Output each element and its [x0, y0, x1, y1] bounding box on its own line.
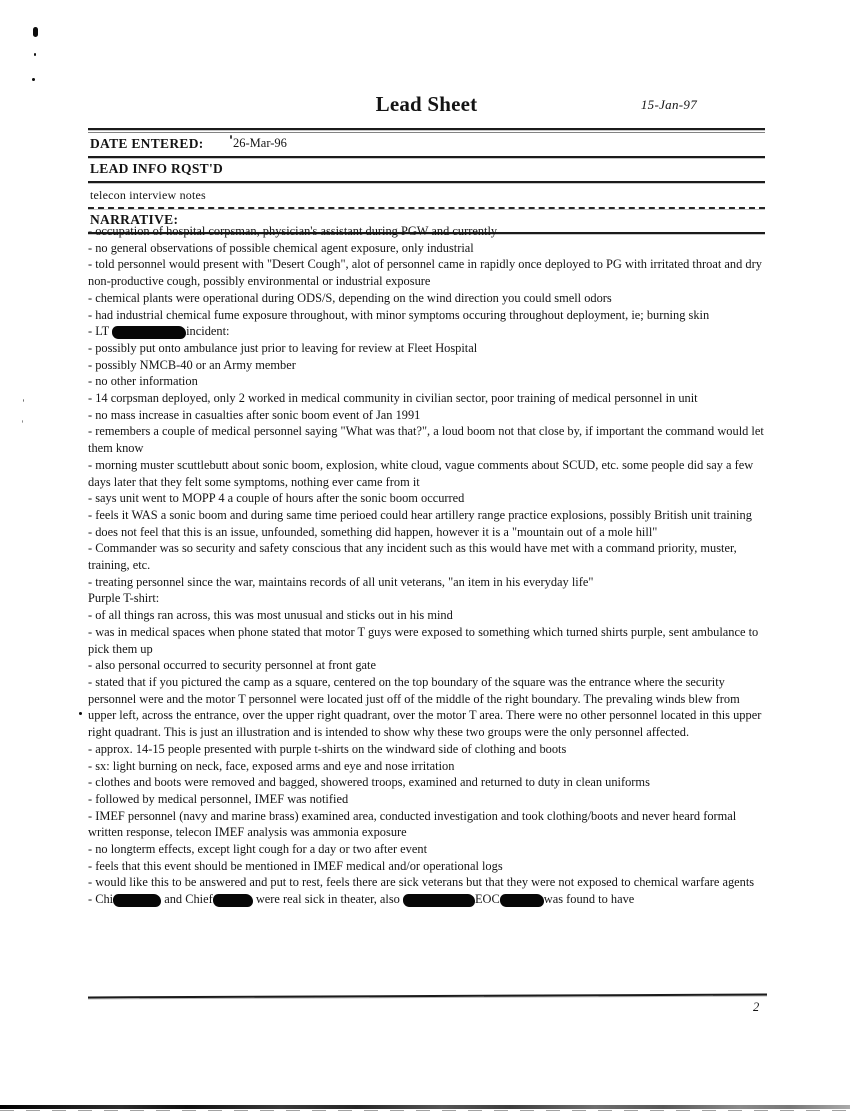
narrative-line: - was in medical spaces when phone stated that motor T guys were exposed to something which turned shirts purple, sent ambulance to pick them up [88, 624, 759, 656]
redaction-mark [213, 894, 253, 907]
narrative-line: - treating personnel since the war, maintains records of all unit veterans, "an item in his everyday life" [88, 574, 594, 589]
document-date: 15-Jan-97 [640, 97, 697, 112]
narrative-line: - remembers a couple of medical personnel saying "What was that?", a loud boom not that close by, if important the command would let them know [88, 424, 764, 456]
narrative-line: - no mass increase in casualties after sonic boom event of Jan 1991 [88, 407, 421, 422]
narrative-line: - says unit went to MOPP 4 a couple of hours after the sonic boom occurred [88, 491, 465, 506]
narrative-body [88, 223, 767, 908]
scan-speck [79, 712, 82, 715]
header-row-telecon [88, 183, 765, 207]
narrative-line: Purple T-shirt: [88, 591, 160, 606]
narrative-line: - stated that if you pictured the camp as a square, centered on the top boundary of the square was the entrance where the security personnel were and the motor T personnel were located just off of the middle of the right boundary. The prevaling winds blew from upper left, across the entrance, over the upper right quadrant, over the motor T area. There were no other personnel located in this upper right quadrant. This is just an illustration and is intended to show why these two groups were the only personnel affected. [88, 674, 762, 740]
page-number: 2 [753, 1000, 760, 1014]
narrative-line: - had industrial chemical fume exposure throughout, with minor symptoms occuring throughout deployment, ie; burning skin [88, 307, 710, 322]
narrative-label: NARRATIVE: [90, 212, 179, 227]
redaction-mark [500, 894, 544, 907]
header-row-date-entered [88, 133, 765, 156]
narrative-line: - told personnel would present with "Desert Cough", alot of personnel came in rapidly once deployed to PG with irritated throat and dry non-productive cough, possibly environmental or industrial exposure [88, 257, 762, 289]
narrative-line: - would like this to be answered and put to rest, feels there are sick veterans but that they were not exposed to chemical warfare agents [88, 875, 755, 890]
narrative-line: - also personal occurred to security personnel at front gate [88, 658, 376, 673]
narrative-line: - possibly put onto ambulance just prior to leaving for review at Fleet Hospital [88, 340, 478, 355]
end-of-page-rule [88, 994, 767, 999]
narrative-line: - 14 corpsman deployed, only 2 worked in medical community in civilian sector, poor training of medical personnel in unit [88, 391, 698, 406]
narrative-line: - of all things ran across, this was most unusual and sticks out in his mind [88, 608, 453, 623]
narrative-line: - does not feel that this is an issue, unfounded, something did happen, however it is a "mountain out of a mole hill" [88, 524, 658, 539]
telecon-notes-label: telecon interview notes [90, 188, 206, 202]
narrative-line: - clothes and boots were removed and bagged, showered troops, examined and returned to duty in clean uniforms [88, 775, 650, 790]
header-table [88, 128, 765, 234]
narrative-line: - LT incident: [88, 324, 230, 339]
scan-speck [22, 420, 23, 423]
redaction-mark [112, 326, 186, 339]
narrative-line: - Commander was so security and safety conscious that any incident such as this would have met with a command priority, muster, training, etc. [88, 541, 737, 573]
redaction-mark [403, 894, 475, 907]
narrative-line: - followed by medical personnel, IMEF was notified [88, 791, 349, 806]
scan-speck [34, 53, 36, 56]
scan-speck [32, 78, 35, 81]
narrative-line: - Chi and Chief were real sick in theater, also EOC was found to have [88, 892, 635, 907]
page-title: Lead Sheet [375, 92, 478, 116]
narrative-line: - feels that this event should be mentioned in IMEF medical and/or operational logs [88, 858, 503, 873]
header-row-lead-info [88, 158, 765, 181]
narrative-line: - IMEF personnel (navy and marine brass) examined area, conducted investigation and took clothing/boots and never heard formal written response, telecon IMEF analysis was ammonia exposure [88, 808, 737, 840]
narrative-line: - morning muster scuttlebutt about sonic boom, explosion, white cloud, vague comments about SCUD, etc. some people did say a few days later that they felt some symptoms, nothing ever came from it [88, 457, 754, 489]
narrative-line: - no other information [88, 374, 198, 389]
scan-edge-artifact [0, 1110, 850, 1111]
narrative-line: - chemical plants were operational during ODS/S, depending on the wind direction you could smell odors [88, 290, 612, 305]
narrative-line: - feels it WAS a sonic boom and during same time perioed could hear artillery range practice explosions, possibly British unit training [88, 507, 752, 522]
scan-speck [23, 399, 24, 402]
narrative-line: - no general observations of possible chemical agent exposure, only industrial [88, 240, 474, 255]
date-entered-value: 26-Mar-96 [233, 136, 287, 150]
lead-info-label: LEAD INFO RQST'D [90, 161, 224, 176]
horizontal-rule [88, 128, 765, 130]
narrative-line: - occupation of hospital corpsman, physician's assistant during PGW and currently [88, 224, 498, 238]
narrative-line: - possibly NMCB-40 or an Army member [88, 357, 296, 372]
title-row [88, 92, 765, 122]
narrative-line: - sx: light burning on neck, face, exposed arms and eye and nose irritation [88, 758, 455, 773]
scan-speck [33, 27, 38, 37]
date-entered-label: DATE ENTERED: [90, 136, 204, 151]
narrative-line: - approx. 14-15 people presented with purple t-shirts on the windward side of clothing and boots [88, 741, 567, 756]
scan-edge-artifact [0, 1105, 850, 1109]
narrative-line: - no longterm effects, except light cough for a day or two after event [88, 842, 428, 857]
redaction-mark [113, 894, 161, 907]
